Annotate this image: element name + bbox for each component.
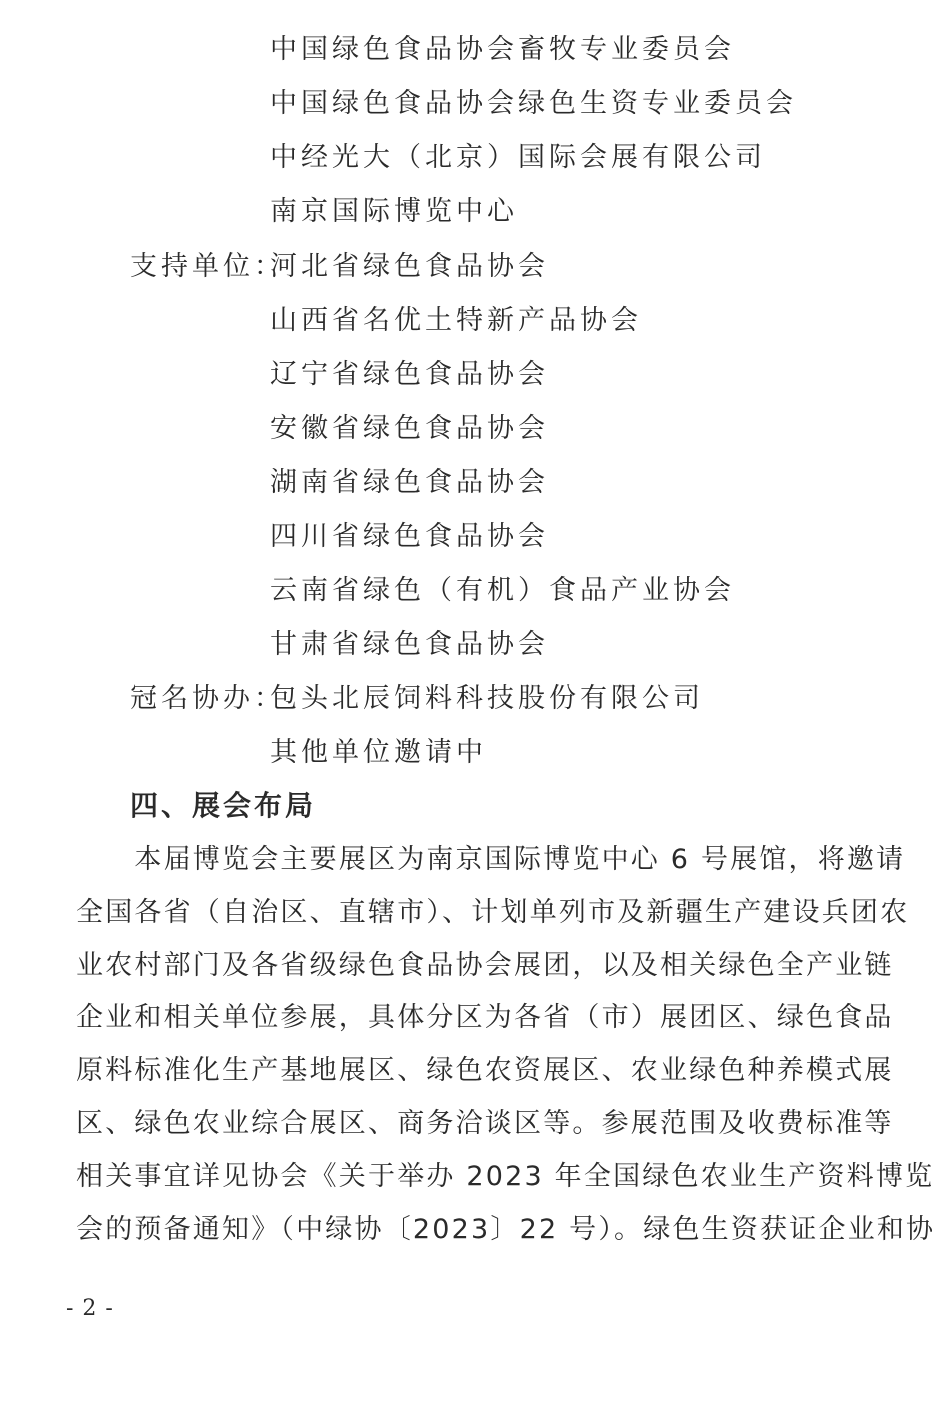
support-item: 山西省名优土特新产品协会	[270, 305, 642, 336]
paragraph-line: 全国各省（自治区、直辖市）、计划单列市及新疆生产建设兵团农	[76, 896, 910, 928]
paragraph-line: 本届博览会主要展区为南京国际博览中心 6 号展馆，将邀请	[76, 844, 906, 875]
sponsor-item: 包头北辰饲料科技股份有限公司	[270, 683, 704, 714]
paragraph-line: 区、绿色农业综合展区、商务洽谈区等。参展范围及收费标准等	[76, 1107, 894, 1139]
support-item: 云南省绿色（有机）食品产业协会	[270, 575, 735, 606]
support-item: 安徽省绿色食品协会	[270, 413, 549, 444]
paragraph-line: 业农村部门及各省级绿色食品协会展团，以及相关绿色全产业链	[76, 949, 894, 981]
support-item: 甘肃省绿色食品协会	[270, 629, 549, 660]
organizer-item: 中国绿色食品协会绿色生资专业委员会	[270, 88, 797, 119]
organizer-item: 南京国际博览中心	[270, 196, 518, 227]
support-item: 四川省绿色食品协会	[270, 521, 549, 552]
organizer-item: 中国绿色食品协会畜牧专业委员会	[270, 34, 735, 65]
support-label: 支持单位：	[130, 251, 285, 282]
page-number: - 2 -	[66, 1296, 114, 1321]
section-paragraph	[76, 834, 936, 1256]
paragraph-line: 企业和相关单位参展，具体分区为各省（市）展团区、绿色食品	[76, 1002, 894, 1034]
organizer-item: 中经光大（北京）国际会展有限公司	[270, 142, 766, 173]
paragraph-line: 会的预备通知》（中绿协〔2023〕22 号）。绿色生资获证企业和协	[76, 1213, 936, 1245]
support-item: 湖南省绿色食品协会	[270, 467, 549, 498]
support-item: 辽宁省绿色食品协会	[270, 359, 549, 390]
paragraph-line: 原料标准化生产基地展区、绿色农资展区、农业绿色种养模式展	[76, 1055, 894, 1087]
section-heading: 四、展会布局	[130, 789, 317, 822]
support-item: 河北省绿色食品协会	[270, 251, 549, 282]
sponsor-item: 其他单位邀请中	[270, 737, 487, 768]
sponsor-label: 冠名协办：	[130, 683, 285, 714]
paragraph-line: 相关事宜详见协会《关于举办 2023 年全国绿色农业生产资料博览	[76, 1160, 935, 1192]
